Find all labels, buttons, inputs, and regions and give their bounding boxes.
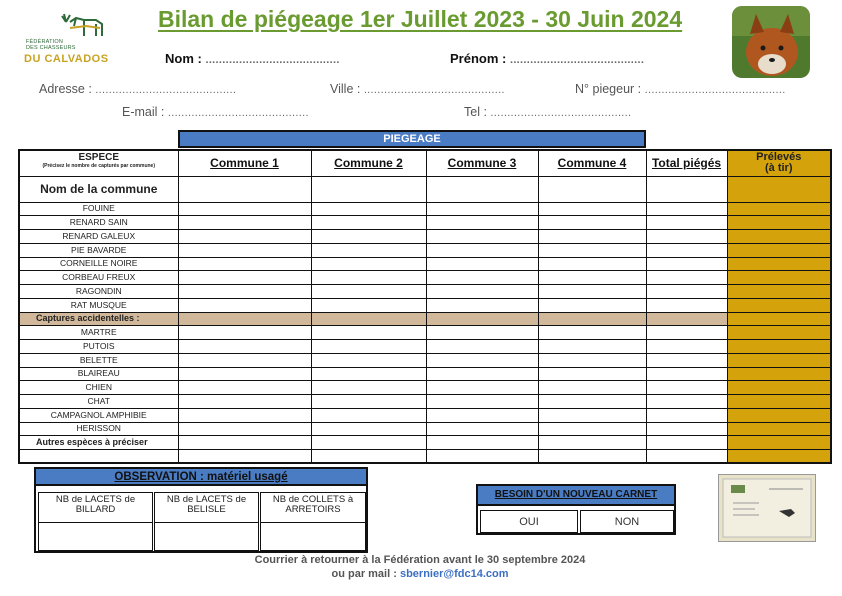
total-cell[interactable] xyxy=(646,326,727,340)
count-cell-commune-2[interactable] xyxy=(311,395,426,409)
commune-name-preleves[interactable] xyxy=(727,176,831,202)
preleves-cell[interactable] xyxy=(727,312,831,326)
count-cell-commune-4[interactable] xyxy=(538,381,646,395)
commune-name-total[interactable] xyxy=(646,176,727,202)
preleves-cell[interactable] xyxy=(727,422,831,436)
count-cell-commune-1[interactable] xyxy=(178,230,311,244)
count-cell-commune-4[interactable] xyxy=(538,326,646,340)
deer-icon xyxy=(56,12,112,42)
preleves-cell[interactable] xyxy=(727,243,831,257)
count-cell-commune-2[interactable] xyxy=(311,243,426,257)
species-label: PUTOIS xyxy=(19,340,178,354)
count-cell-commune-3[interactable] xyxy=(426,243,538,257)
species-row xyxy=(19,367,831,381)
total-cell[interactable] xyxy=(646,271,727,285)
count-cell-commune-3[interactable] xyxy=(426,367,538,381)
total-cell[interactable] xyxy=(646,285,727,299)
count-cell-commune-4[interactable] xyxy=(538,285,646,299)
count-cell-commune-2[interactable] xyxy=(311,230,426,244)
commune-header-3: Commune 3 xyxy=(426,150,538,176)
email-field[interactable]: E-mail : .......................................... xyxy=(122,105,309,119)
count-cell-commune-2[interactable] xyxy=(311,326,426,340)
commune-name-input-1[interactable] xyxy=(178,176,311,202)
count-cell-commune-2[interactable] xyxy=(311,436,426,450)
species-row xyxy=(19,353,831,367)
count-cell-commune-1[interactable] xyxy=(178,367,311,381)
species-label: RENARD SAIN xyxy=(19,216,178,230)
count-cell-commune-3[interactable] xyxy=(426,271,538,285)
species-label: MARTRE xyxy=(19,326,178,340)
preleves-cell[interactable] xyxy=(727,202,831,216)
count-cell-commune-1[interactable] xyxy=(178,257,311,271)
count-cell-commune-1[interactable] xyxy=(178,243,311,257)
count-cell-commune-1[interactable] xyxy=(178,436,311,450)
preleves-cell[interactable] xyxy=(727,367,831,381)
count-cell-commune-4[interactable] xyxy=(538,450,646,464)
preleves-cell[interactable] xyxy=(727,436,831,450)
commune-name-input-4[interactable] xyxy=(538,176,646,202)
commune-name-input-3[interactable] xyxy=(426,176,538,202)
count-cell-commune-1[interactable] xyxy=(178,353,311,367)
species-row xyxy=(19,298,831,312)
species-label: CORBEAU FREUX xyxy=(19,271,178,285)
species-label: PIE BAVARDE xyxy=(19,243,178,257)
species-row xyxy=(19,326,831,340)
count-cell-commune-2[interactable] xyxy=(311,408,426,422)
commune-header-2: Commune 2 xyxy=(311,150,426,176)
commune-name-label: Nom de la commune xyxy=(19,176,178,202)
count-cell-commune-3[interactable] xyxy=(426,450,538,464)
nom-field[interactable]: Nom : ........................................ xyxy=(165,51,340,66)
count-cell-commune-4[interactable] xyxy=(538,271,646,285)
carnet-non-option[interactable]: NON xyxy=(580,510,674,533)
preleves-header: Prélevés (à tir) xyxy=(727,150,831,176)
footer-line1: Courrier à retourner à la Fédération avant le 30 septembre 2024 xyxy=(254,554,586,566)
federation-logo xyxy=(22,12,114,70)
count-cell-commune-3[interactable] xyxy=(426,340,538,354)
total-cell[interactable] xyxy=(646,408,727,422)
count-cell-commune-2[interactable] xyxy=(311,367,426,381)
commune-name-input-2[interactable] xyxy=(311,176,426,202)
preleves-cell[interactable] xyxy=(727,450,831,464)
species-label: CAMPAGNOL AMPHIBIE xyxy=(19,408,178,422)
count-cell-commune-1[interactable] xyxy=(178,285,311,299)
species-label: Autres espèces à préciser xyxy=(19,436,178,450)
count-cell-commune-1[interactable] xyxy=(178,408,311,422)
total-cell[interactable] xyxy=(646,312,727,326)
footer-line2: ou par mail : sbernier@fdc14.com xyxy=(331,568,509,580)
count-cell-commune-2[interactable] xyxy=(311,353,426,367)
carnet-thumbnail xyxy=(718,474,816,542)
count-cell-commune-2[interactable] xyxy=(311,381,426,395)
obs-lacets-belisle[interactable] xyxy=(154,492,259,551)
total-cell[interactable] xyxy=(646,422,727,436)
accidental-header-row xyxy=(19,312,831,326)
carnet-box xyxy=(476,484,676,535)
count-cell-commune-3[interactable] xyxy=(426,381,538,395)
species-row xyxy=(19,422,831,436)
species-row xyxy=(19,216,831,230)
count-cell-commune-3[interactable] xyxy=(426,202,538,216)
obs-lacets-belisle-label: NB de LACETS de BELISLE xyxy=(155,493,258,523)
blank-row xyxy=(19,450,831,464)
count-cell-commune-4[interactable] xyxy=(538,395,646,409)
count-cell-commune-1[interactable] xyxy=(178,326,311,340)
count-cell-commune-4[interactable] xyxy=(538,422,646,436)
species-row xyxy=(19,408,831,422)
count-cell-commune-3[interactable] xyxy=(426,422,538,436)
fox-photo xyxy=(732,6,810,78)
count-cell-commune-3[interactable] xyxy=(426,230,538,244)
count-cell-commune-2[interactable] xyxy=(311,422,426,436)
species-label: Captures accidentelles : xyxy=(19,312,178,326)
count-cell-commune-4[interactable] xyxy=(538,340,646,354)
total-cell[interactable] xyxy=(646,395,727,409)
total-cell[interactable] xyxy=(646,367,727,381)
count-cell-commune-3[interactable] xyxy=(426,353,538,367)
preleves-cell[interactable] xyxy=(727,271,831,285)
footer-instructions xyxy=(150,553,690,581)
total-cell[interactable] xyxy=(646,202,727,216)
count-cell-commune-2[interactable] xyxy=(311,298,426,312)
preleves-cell[interactable] xyxy=(727,395,831,409)
species-label: BELETTE xyxy=(19,353,178,367)
total-cell[interactable] xyxy=(646,298,727,312)
count-cell-commune-4[interactable] xyxy=(538,216,646,230)
count-cell-commune-1[interactable] xyxy=(178,312,311,326)
species-label: CHIEN xyxy=(19,381,178,395)
total-header: Total piégés xyxy=(646,150,727,176)
species-label: CORNEILLE NOIRE xyxy=(19,257,178,271)
total-cell[interactable] xyxy=(646,243,727,257)
count-cell-commune-4[interactable] xyxy=(538,312,646,326)
count-cell-commune-4[interactable] xyxy=(538,243,646,257)
preleves-cell[interactable] xyxy=(727,408,831,422)
total-cell[interactable] xyxy=(646,450,727,464)
species-row xyxy=(19,257,831,271)
species-row xyxy=(19,230,831,244)
species-row xyxy=(19,202,831,216)
tel-field[interactable]: Tel : .......................................... xyxy=(464,105,632,119)
total-cell[interactable] xyxy=(646,257,727,271)
count-cell-commune-1[interactable] xyxy=(178,422,311,436)
count-cell-commune-1[interactable] xyxy=(178,395,311,409)
species-label: CHAT xyxy=(19,395,178,409)
species-label: RAGONDIN xyxy=(19,285,178,299)
species-row xyxy=(19,395,831,409)
carnet-oui-option[interactable]: OUI xyxy=(480,510,578,533)
count-cell-commune-1[interactable] xyxy=(178,298,311,312)
count-cell-commune-2[interactable] xyxy=(311,312,426,326)
page-title: Bilan de piégeage 1er Juillet 2023 - 30 Juin 2024 xyxy=(158,6,683,32)
count-cell-commune-4[interactable] xyxy=(538,298,646,312)
observation-title: OBSERVATION : matériel usagé xyxy=(36,469,366,486)
espece-header: ESPECE (Précisez le nombre de capturés par commune) xyxy=(19,150,178,176)
adresse-field[interactable]: Adresse : .......................................... xyxy=(39,82,237,96)
preleves-cell[interactable] xyxy=(727,340,831,354)
count-cell-commune-4[interactable] xyxy=(538,408,646,422)
total-cell[interactable] xyxy=(646,340,727,354)
species-row xyxy=(19,340,831,354)
count-cell-commune-2[interactable] xyxy=(311,285,426,299)
preleves-cell[interactable] xyxy=(727,285,831,299)
obs-collets-arretoirs-label: NB de COLLETS à ARRETOIRS xyxy=(261,493,365,523)
count-cell-commune-3[interactable] xyxy=(426,326,538,340)
count-cell-commune-3[interactable] xyxy=(426,285,538,299)
preleves-cell[interactable] xyxy=(727,353,831,367)
count-cell-commune-3[interactable] xyxy=(426,312,538,326)
obs-lacets-billard[interactable] xyxy=(38,492,153,551)
org-name-calvados: DU CALVADOS xyxy=(24,53,109,65)
species-row xyxy=(19,243,831,257)
count-cell-commune-1[interactable] xyxy=(178,450,311,464)
count-cell-commune-4[interactable] xyxy=(538,367,646,381)
preleves-cell[interactable] xyxy=(727,381,831,395)
species-label: HERISSON xyxy=(19,422,178,436)
preleves-cell[interactable] xyxy=(727,216,831,230)
count-cell-commune-4[interactable] xyxy=(538,436,646,450)
count-cell-commune-3[interactable] xyxy=(426,436,538,450)
count-cell-commune-4[interactable] xyxy=(538,202,646,216)
preleves-cell[interactable] xyxy=(727,230,831,244)
count-cell-commune-2[interactable] xyxy=(311,257,426,271)
commune-header-1: Commune 1 xyxy=(178,150,311,176)
piegeur-field[interactable]: N° piegeur : .......................................... xyxy=(575,82,786,96)
preleves-cell[interactable] xyxy=(727,298,831,312)
count-cell-commune-4[interactable] xyxy=(538,257,646,271)
preleves-cell[interactable] xyxy=(727,326,831,340)
count-cell-commune-2[interactable] xyxy=(311,271,426,285)
count-cell-commune-1[interactable] xyxy=(178,202,311,216)
count-cell-commune-4[interactable] xyxy=(538,230,646,244)
count-cell-commune-3[interactable] xyxy=(426,216,538,230)
preleves-cell[interactable] xyxy=(727,257,831,271)
species-row xyxy=(19,271,831,285)
species-label: RENARD GALEUX xyxy=(19,230,178,244)
count-cell-commune-3[interactable] xyxy=(426,257,538,271)
count-cell-commune-3[interactable] xyxy=(426,298,538,312)
count-cell-commune-1[interactable] xyxy=(178,216,311,230)
total-cell[interactable] xyxy=(646,230,727,244)
count-cell-commune-2[interactable] xyxy=(311,450,426,464)
org-name-small: FÉDÉRATION DES CHASSEURS xyxy=(26,39,76,51)
ville-field[interactable]: Ville : .......................................... xyxy=(330,82,505,96)
commune-header-4: Commune 4 xyxy=(538,150,646,176)
autres-row xyxy=(19,436,831,450)
total-cell[interactable] xyxy=(646,436,727,450)
species-label: BLAIREAU xyxy=(19,367,178,381)
piegeage-table xyxy=(18,149,832,464)
observation-box xyxy=(34,467,368,553)
count-cell-commune-3[interactable] xyxy=(426,395,538,409)
count-cell-commune-1[interactable] xyxy=(178,340,311,354)
carnet-title: BESOIN D'UN NOUVEAU CARNET xyxy=(478,486,674,506)
count-cell-commune-2[interactable] xyxy=(311,216,426,230)
species-row xyxy=(19,381,831,395)
species-label xyxy=(19,450,178,464)
count-cell-commune-1[interactable] xyxy=(178,381,311,395)
count-cell-commune-2[interactable] xyxy=(311,340,426,354)
count-cell-commune-2[interactable] xyxy=(311,202,426,216)
count-cell-commune-3[interactable] xyxy=(426,408,538,422)
count-cell-commune-1[interactable] xyxy=(178,271,311,285)
total-cell[interactable] xyxy=(646,216,727,230)
species-row xyxy=(19,285,831,299)
count-cell-commune-4[interactable] xyxy=(538,353,646,367)
total-cell[interactable] xyxy=(646,381,727,395)
total-cell[interactable] xyxy=(646,353,727,367)
species-label: RAT MUSQUE xyxy=(19,298,178,312)
footer-email-link[interactable]: sbernier@fdc14.com xyxy=(399,568,509,580)
prenom-field[interactable]: Prénom : ........................................ xyxy=(450,51,645,66)
obs-lacets-billard-label: NB de LACETS de BILLARD xyxy=(39,493,152,523)
piegeage-header: PIEGEAGE xyxy=(178,130,646,148)
obs-collets-arretoirs[interactable] xyxy=(260,492,366,551)
species-label: FOUINE xyxy=(19,202,178,216)
